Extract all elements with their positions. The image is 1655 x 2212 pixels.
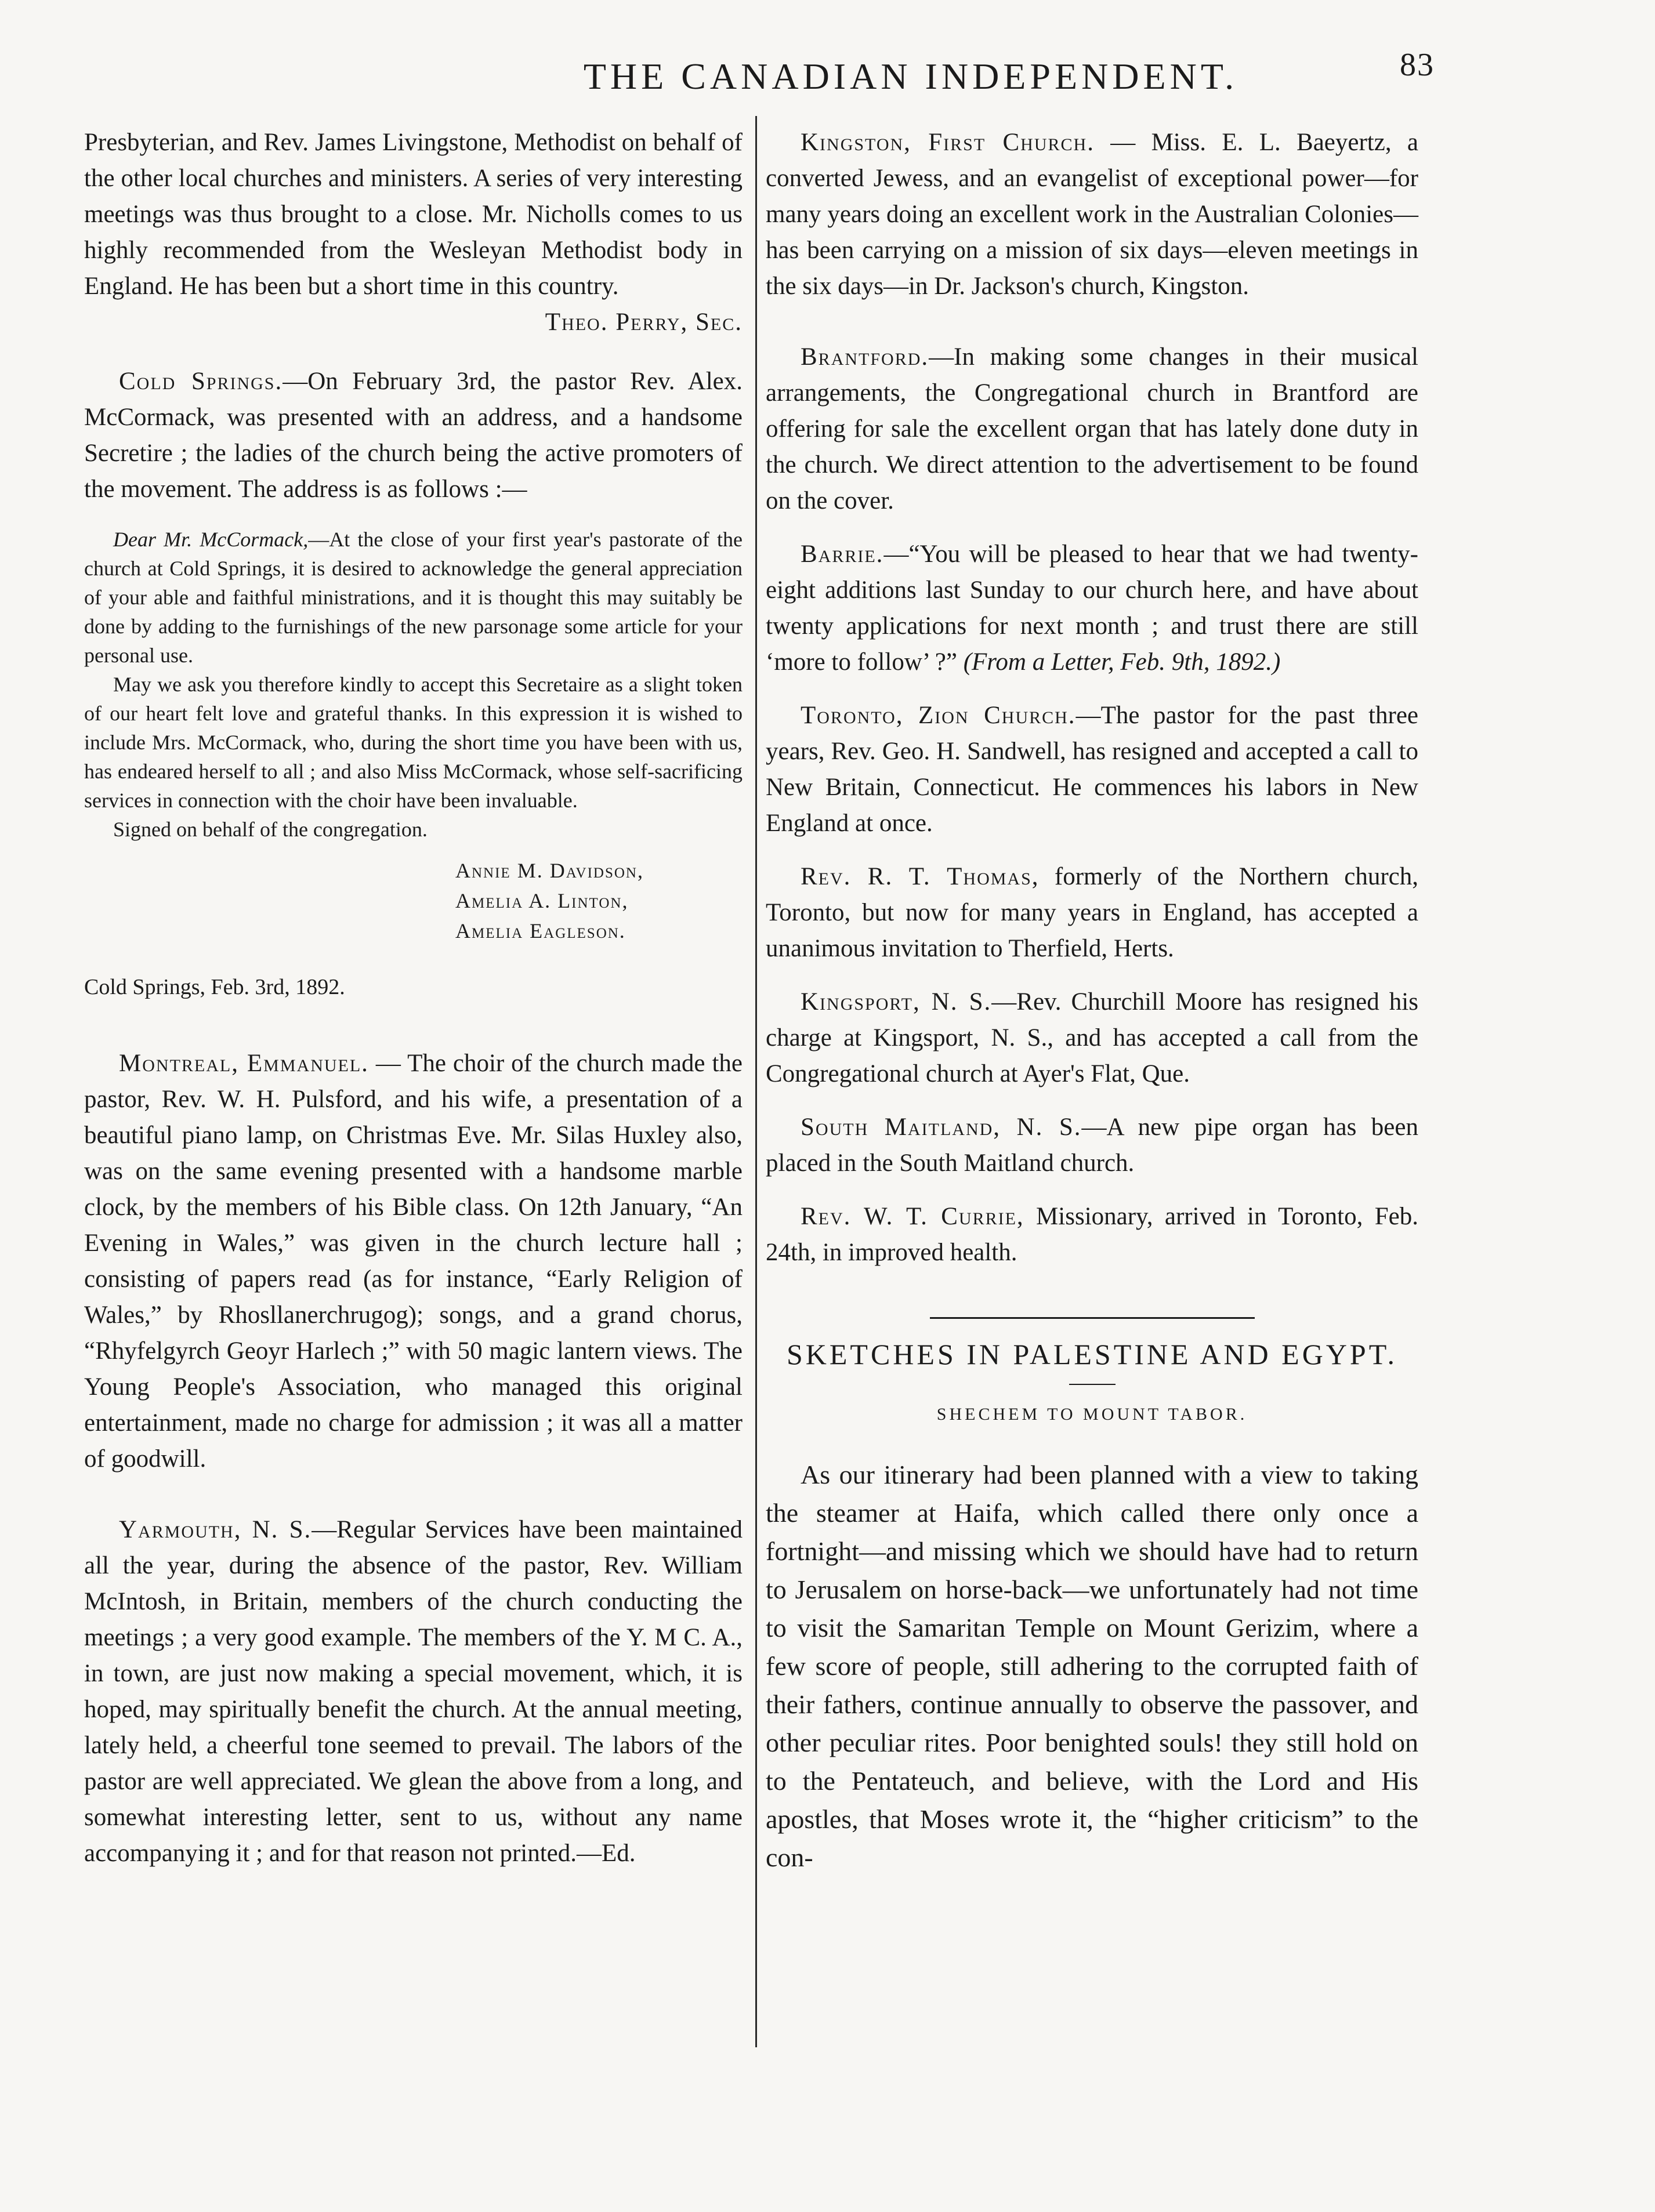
section-rule	[930, 1317, 1255, 1319]
heading-yarmouth: Yarmouth, N. S.	[119, 1516, 312, 1543]
heading-cold-springs: Cold Springs.	[119, 368, 283, 395]
signer-eagleson: Amelia Eagleson.	[455, 919, 626, 942]
paragraph-kingsport	[766, 984, 1418, 1092]
paragraph-cold-springs	[84, 364, 743, 507]
kingsport-text: —Rev. Churchill Moore has resigned his charge at Kingsport, N. S., and has accepted a call from the Congregational church at Ayer's Flat, Que.	[766, 988, 1418, 1087]
heading-kingston: Kingston, First Church.	[801, 129, 1095, 156]
paragraph-south-maitland	[766, 1109, 1418, 1181]
dateline-cold-springs: Cold Springs, Feb. 3rd, 1892.	[84, 975, 345, 999]
letter-paragraph-2: May we ask you therefore kindly to accept this Secretaire as a slight token of our heart felt love and grateful thanks. In this expression it is wished to include Mrs. McCormack, who, during the short time you have been with us, has endeared herself to all ; and also Miss McCormack, whose self-sacrificing services in connection with the choir have been invaluable.	[84, 673, 743, 812]
toronto-text: —The pastor for the past three years, Rev. Geo. H. Sandwell, has resigned and accepted a call to New Britain, Connecticut. He commences his labors in New England at once.	[766, 702, 1418, 837]
paragraph-currie	[766, 1199, 1418, 1271]
letter-text-1: —At the close of your first year's pastorate of the church at Cold Springs, it is desired to acknowledge the general appreciation of your able and faithful ministrations, and it is thought this may suitably be done by adding to the furnishings of the new parsonage some article for your personal use.	[84, 528, 743, 667]
signers-list	[455, 855, 743, 946]
page-number: 83	[1400, 47, 1435, 83]
barrie-text: —“You will be pleased to hear that we had twenty-eight additions last Sunday to our church here, and have about twenty applications for next month ; and trust there are still ‘more to follow’ ?”	[766, 541, 1418, 676]
heading-thomas: Rev. R. T. Thomas,	[801, 863, 1040, 890]
paragraph-toronto	[766, 698, 1418, 842]
heading-currie: Rev. W. T. Currie,	[801, 1203, 1024, 1230]
yarmouth-text: —Regular Services have been maintained all the year, during the absence of the pastor, Rev. William McIntosh, in Britain, members of the church conducting the meetings ; a very good example. The members of the Y. M C. A., in town, are just now making a special movement, which, it is hoped, may spiritually benefit the church. At the annual meeting, lately held, a cheerful tone seemed to prevail. The labors of the pastor are well appreciated. We glean the above from a long, and somewhat interesting letter, sent to us, without any name accompanying it ; and for that reason not printed.—Ed.	[84, 1516, 743, 1867]
signer-davidson: Annie M. Davidson,	[455, 859, 644, 882]
thomas-text: formerly of the Northern church, Toronto, but now for many years in England, has accepted a unanimous invitation to Therfield, Herts.	[766, 863, 1418, 962]
title-underline	[1069, 1384, 1116, 1385]
left-column	[84, 125, 743, 1889]
heading-kingsport: Kingsport, N. S.	[801, 988, 992, 1016]
currie-text: Missionary, arrived in Toronto, Feb. 24th, in improved health.	[766, 1203, 1418, 1266]
kingston-text: — Miss. E. L. Baeyertz, a converted Jewess, and an evangelist of exceptional power—for many years doing an excellent work in the Australian Colonies—has been carrying on a mission of six days—eleven meetings in the six days—in Dr. Jackson's church, Kingston.	[766, 129, 1418, 300]
paragraph-nicholls	[84, 125, 743, 336]
signer-linton: Amelia A. Linton,	[455, 889, 629, 912]
heading-south-maitland: South Maitland, N. S.	[801, 1114, 1082, 1141]
heading-barrie: Barrie.	[801, 541, 884, 568]
letter-salutation: Dear Mr. McCormack,	[113, 528, 309, 551]
brantford-text: —In making some changes in their musical arrangements, the Congregational church in Brantford are offering for sale the excellent organ that has lately done duty in the church. We direct attention to the advertisement to be found on the cover.	[766, 343, 1418, 514]
paragraph-montreal	[84, 1046, 743, 1477]
running-head: THE CANADIAN INDEPENDENT.	[583, 56, 1238, 97]
heading-montreal: Montreal, Emmanuel.	[119, 1050, 369, 1077]
montreal-text: — The choir of the church made the pastor, Rev. W. H. Pulsford, and his wife, a presentation of a beautiful piano lamp, on Christmas Eve. Mr. Silas Huxley also, was on the same evening presented with a handsome marble clock, by the members of his Bible class. On 12th January, “An Evening in Wales,” was given in the church lecture hall ; consisting of papers read (as for instance, “Early Religion of Wales,” by Rhosllanerchrugog); songs, and a grand chorus, “Rhyfelgyrch Geoyr Harlech ;” with 50 magic lantern views. The Young People's Association, who managed this original entertainment, made no charge for admission ; it was all a matter of goodwill.	[84, 1050, 743, 1473]
section-title: SKETCHES IN PALESTINE AND EGYPT.	[786, 1338, 1398, 1370]
address-letter	[84, 525, 743, 844]
paragraph-text: Presbyterian, and Rev. James Livingstone, Methodist on behalf of the other local churches and ministers. A series of very interesting meetings was thus brought to a close. Mr. Nicholls comes to us highly recommended from the Wesleyan Methodist body in England. He has been but a short time in this country.	[84, 129, 743, 300]
south-maitland-text: —A new pipe organ has been placed in the South Maitland church.	[766, 1114, 1418, 1177]
heading-toronto: Toronto, Zion Church.	[801, 702, 1076, 729]
section-subtitle: SHECHEM TO MOUNT TABOR.	[936, 1405, 1248, 1424]
heading-brantford: Brantford.	[801, 343, 929, 371]
paragraph-kingston	[766, 125, 1418, 304]
letter-paragraph-1	[84, 525, 743, 670]
signature-perry: Theo. Perry, Sec.	[545, 309, 743, 336]
letter-paragraph-3: Signed on behalf of the congregation.	[113, 818, 428, 841]
cold-springs-text: —On February 3rd, the pastor Rev. Alex. McCormack, was presented with an address, and a handsome Secretire ; the ladies of the church being the active promoters of the movement. The address is as follows :—	[84, 368, 743, 503]
paragraph-thomas	[766, 859, 1418, 967]
right-column	[766, 125, 1418, 1894]
paragraph-brantford	[766, 339, 1418, 519]
paragraph-yarmouth	[84, 1512, 743, 1872]
paragraph-barrie	[766, 536, 1418, 680]
sketch-paragraph: As our itinerary had been planned with a view to taking the steamer at Haifa, which called there only once a fortnight—and missing which we should have had to return to Jerusalem on horse-back—we unfortunately had not time to visit the Samaritan Temple on Mount Gerizim, where a few score of people, still adhering to the corrupted faith of their fathers, continue annually to observe the passover, and other peculiar rites. Poor benighted souls! they still hold on to the Pentateuch, and believe, with the Lord and His apostles, that Moses wrote it, the “higher criticism” to the con-	[766, 1460, 1418, 1872]
barrie-source: (From a Letter, Feb. 9th, 1892.)	[963, 648, 1281, 676]
column-divider	[755, 116, 757, 2047]
